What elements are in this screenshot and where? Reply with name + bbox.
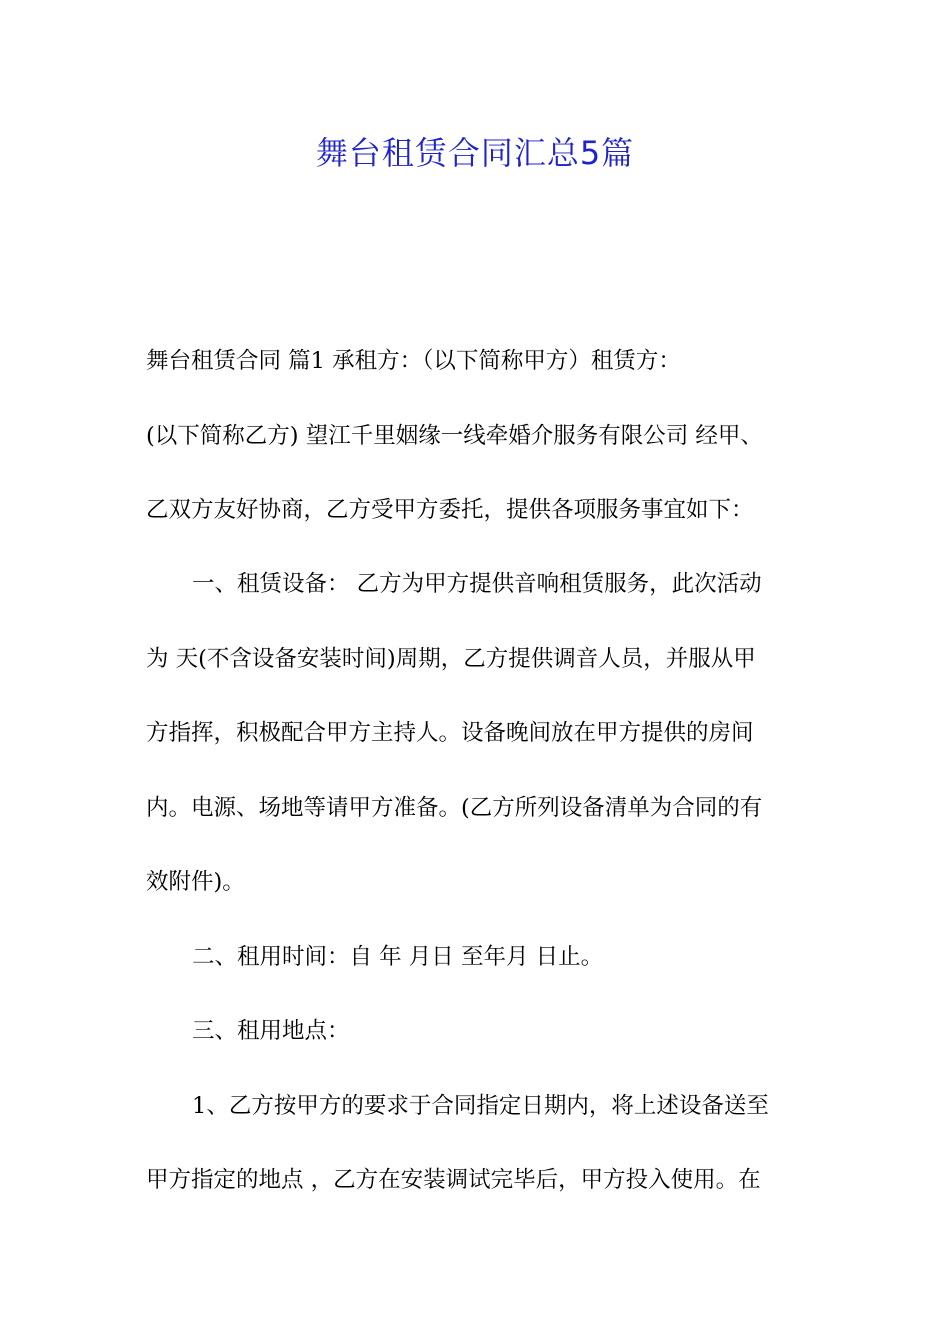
body-line: 一、租赁设备： 乙方为甲方提供音响租赁服务，此次活动 [192, 571, 762, 597]
body-line: 为 天(不含设备安装时间)周期，乙方提供调音人员，并服从甲 [146, 646, 756, 672]
document-title: 舞台租赁合同汇总5篇 [315, 134, 635, 172]
section-heading: 二、租用时间：自 年 月日 至年月 日止。 [192, 944, 604, 970]
body-line: 效附件)。 [146, 869, 245, 895]
body-line: 甲方指定的地点 ，乙方在安装调试完毕后，甲方投入使用。在 [146, 1167, 761, 1193]
body-line: 1、乙方按甲方的要求于合同指定日期内，将上述设备送至 [192, 1093, 769, 1119]
section-heading: 三、租用地点： [192, 1018, 350, 1044]
body-line: 舞台租赁合同 篇1 承租方：（以下简称甲方）租赁方： [146, 348, 681, 374]
body-line: 方指挥，积极配合甲方主持人。设备晚间放在甲方提供的房间 [146, 720, 754, 746]
body-line: 乙双方友好协商，乙方受甲方委托，提供各项服务事宜如下： [146, 497, 754, 523]
body-line: 内。电源、场地等请甲方准备。(乙方所列设备清单为合同的有 [146, 795, 763, 821]
body-line: (以下简称乙方) 望江千里姻缘一线牵婚介服务有限公司 经甲、 [146, 423, 763, 449]
